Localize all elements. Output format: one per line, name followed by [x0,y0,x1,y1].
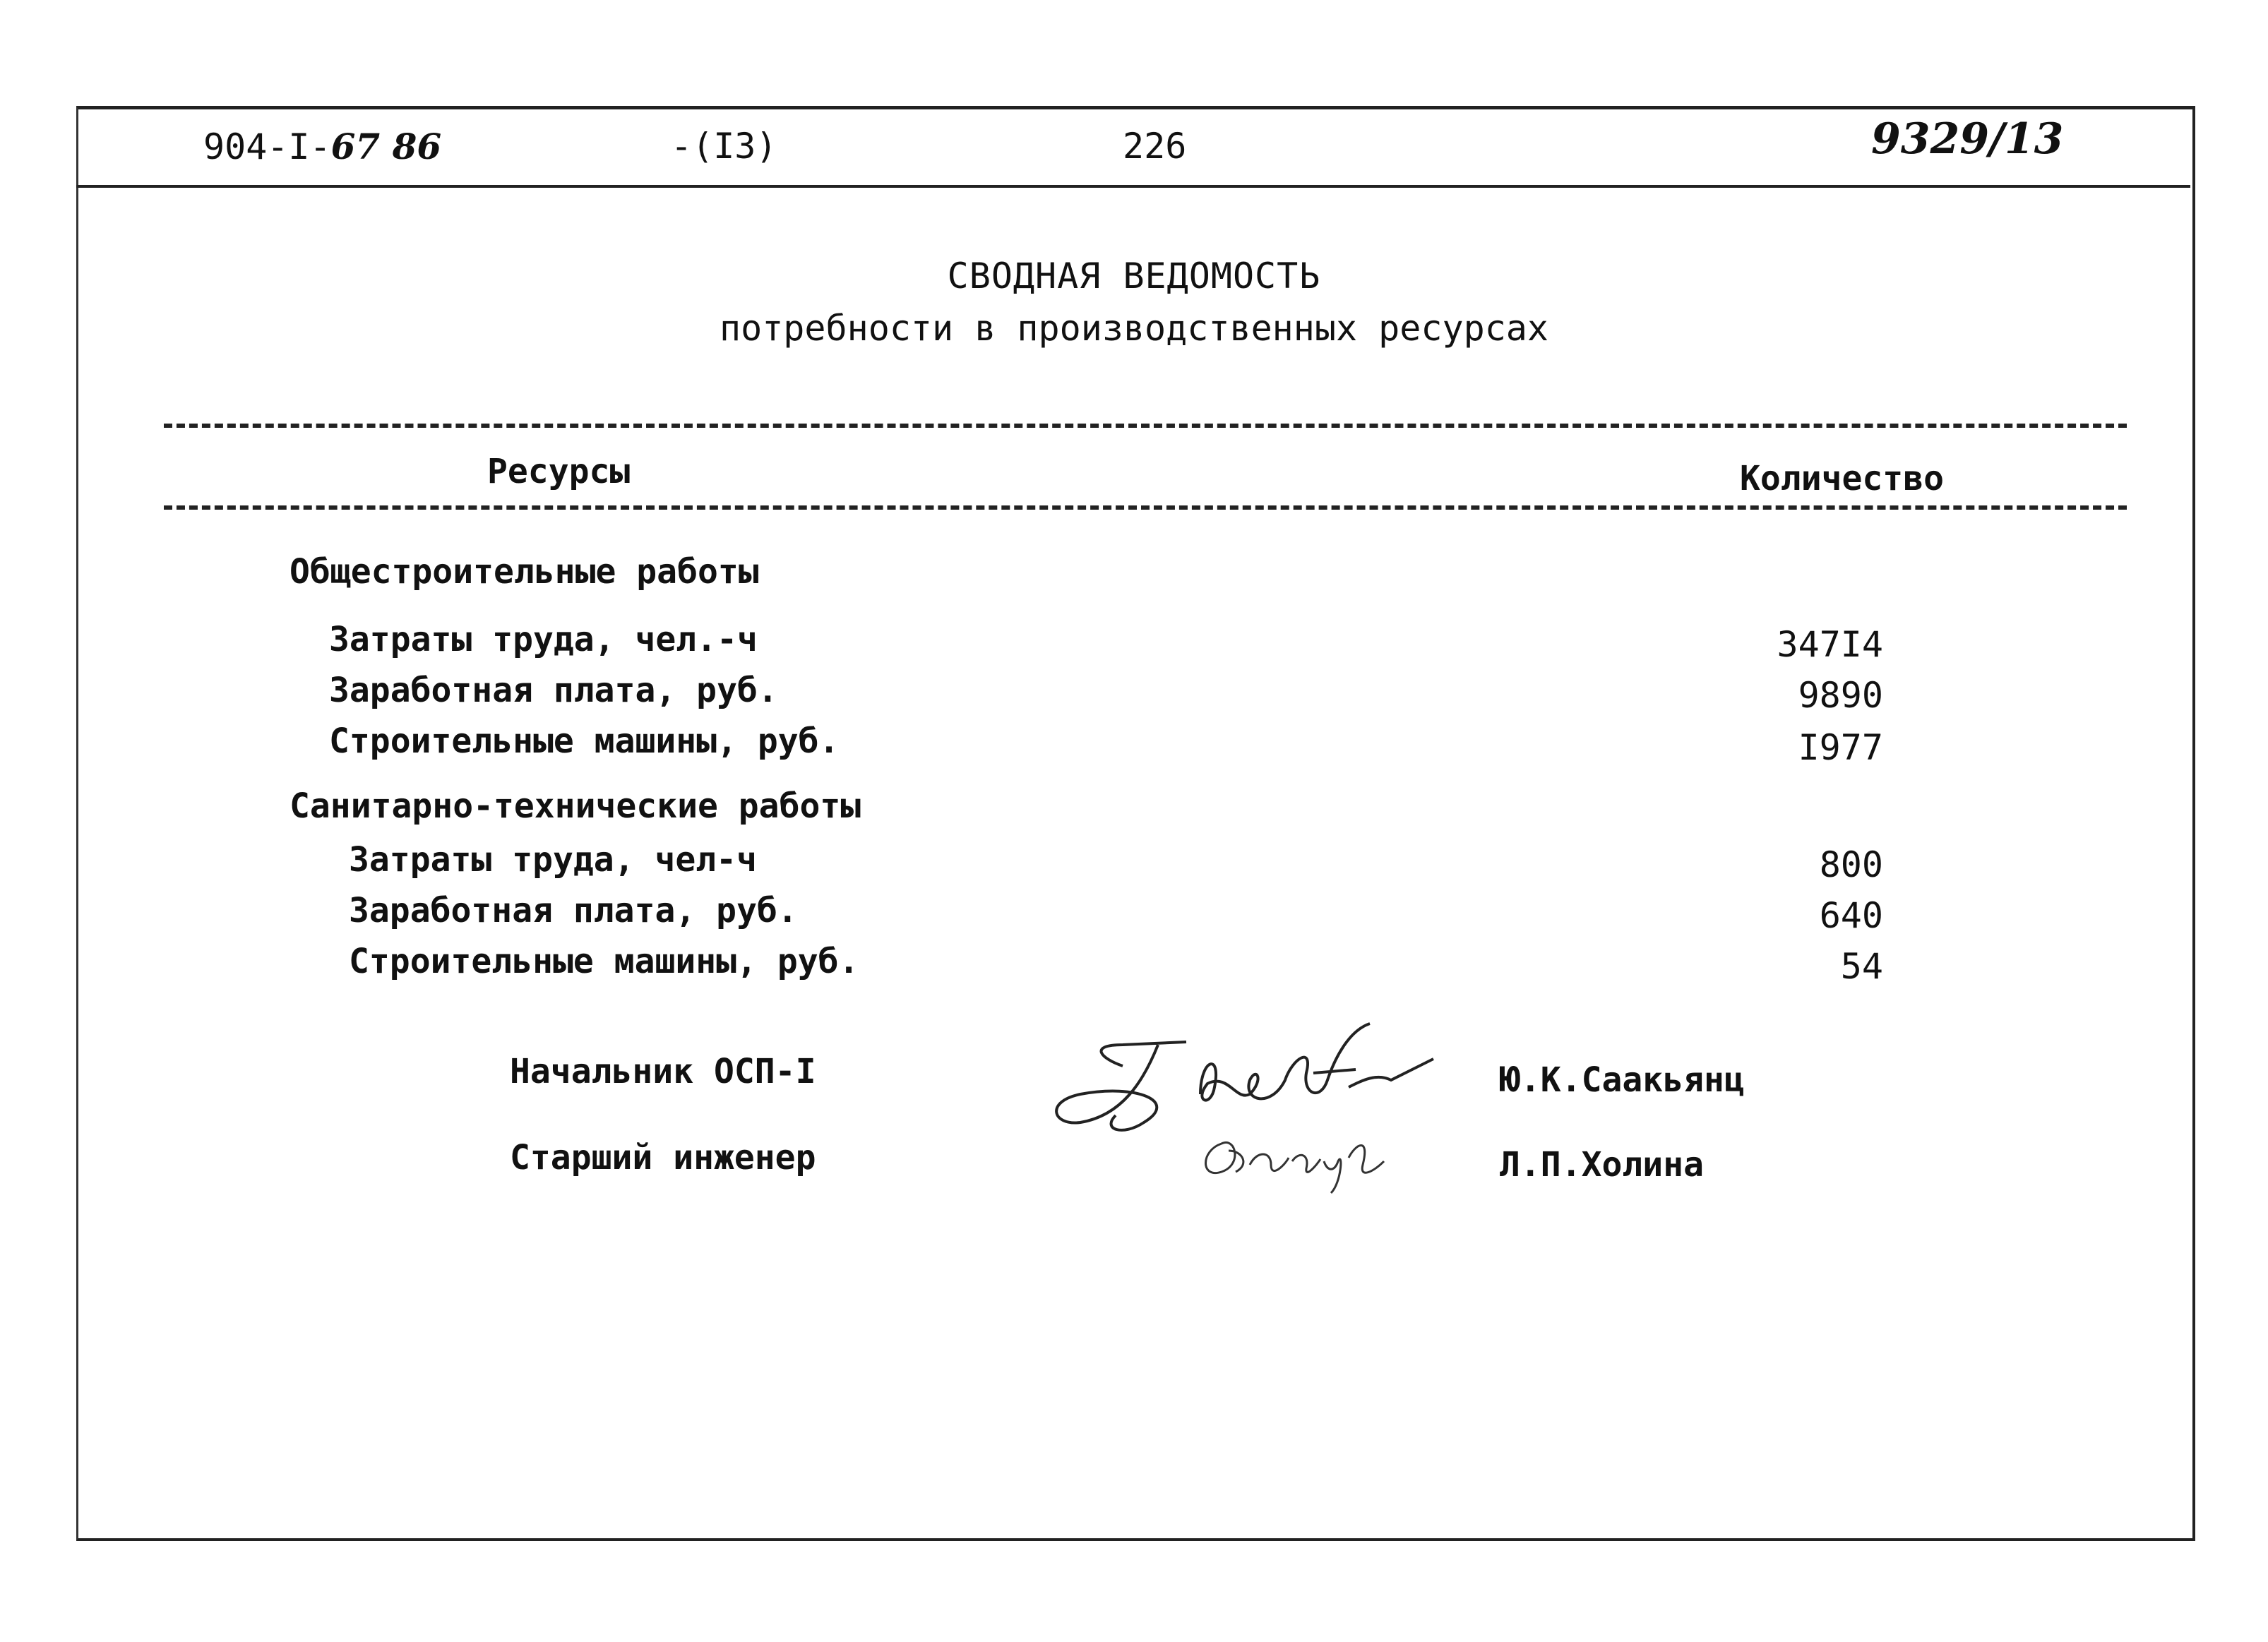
document-code-printed: 904-I- [203,126,331,167]
table-header-rule [164,505,2127,510]
row-label: Затраты труда, чел-ч [349,840,757,880]
row-value: 347I4 [1777,624,1883,665]
row-value: I977 [1798,727,1883,768]
header-divider [76,185,2190,188]
row-label: Заработная плата, руб. [329,671,778,710]
page-number: 226 [1123,126,1187,167]
document-code-handwritten: 67 86 [330,126,442,167]
signatory-position: Начальник ОСП-I [510,1052,816,1091]
column-header-quantity: Количество [1740,459,1944,498]
document-code [203,126,441,167]
section-title: Общестроительные работы [290,552,759,592]
archive-number: 9329/13 [1871,114,2064,164]
signature-mark [1193,1122,1419,1200]
section-title: Санитарно-технические работы [290,786,861,826]
row-label: Затраты труда, чел.-ч [329,620,758,659]
signatory-name: Л.П.Холина [1500,1145,1704,1185]
row-label: Заработная плата, руб. [349,891,798,930]
row-label: Строительные машины, руб. [349,942,859,981]
row-label: Строительные машины, руб. [329,721,840,761]
row-value: 640 [1819,895,1883,936]
signatory-name: Ю.К.Саакьянц [1500,1060,1745,1100]
row-value: 54 [1840,946,1883,987]
document-title: СВОДНАЯ ВЕДОМОСТЬ [947,256,1321,296]
table-top-rule [164,424,2127,428]
row-value: 800 [1819,844,1883,885]
signatory-position: Старший инженер [510,1138,816,1177]
column-header-resources: Ресурсы [487,452,631,491]
document-subtitle: потребности в производственных ресурсах [720,308,1548,349]
row-value: 9890 [1798,675,1883,716]
sheet-number: -(I3) [671,126,777,167]
